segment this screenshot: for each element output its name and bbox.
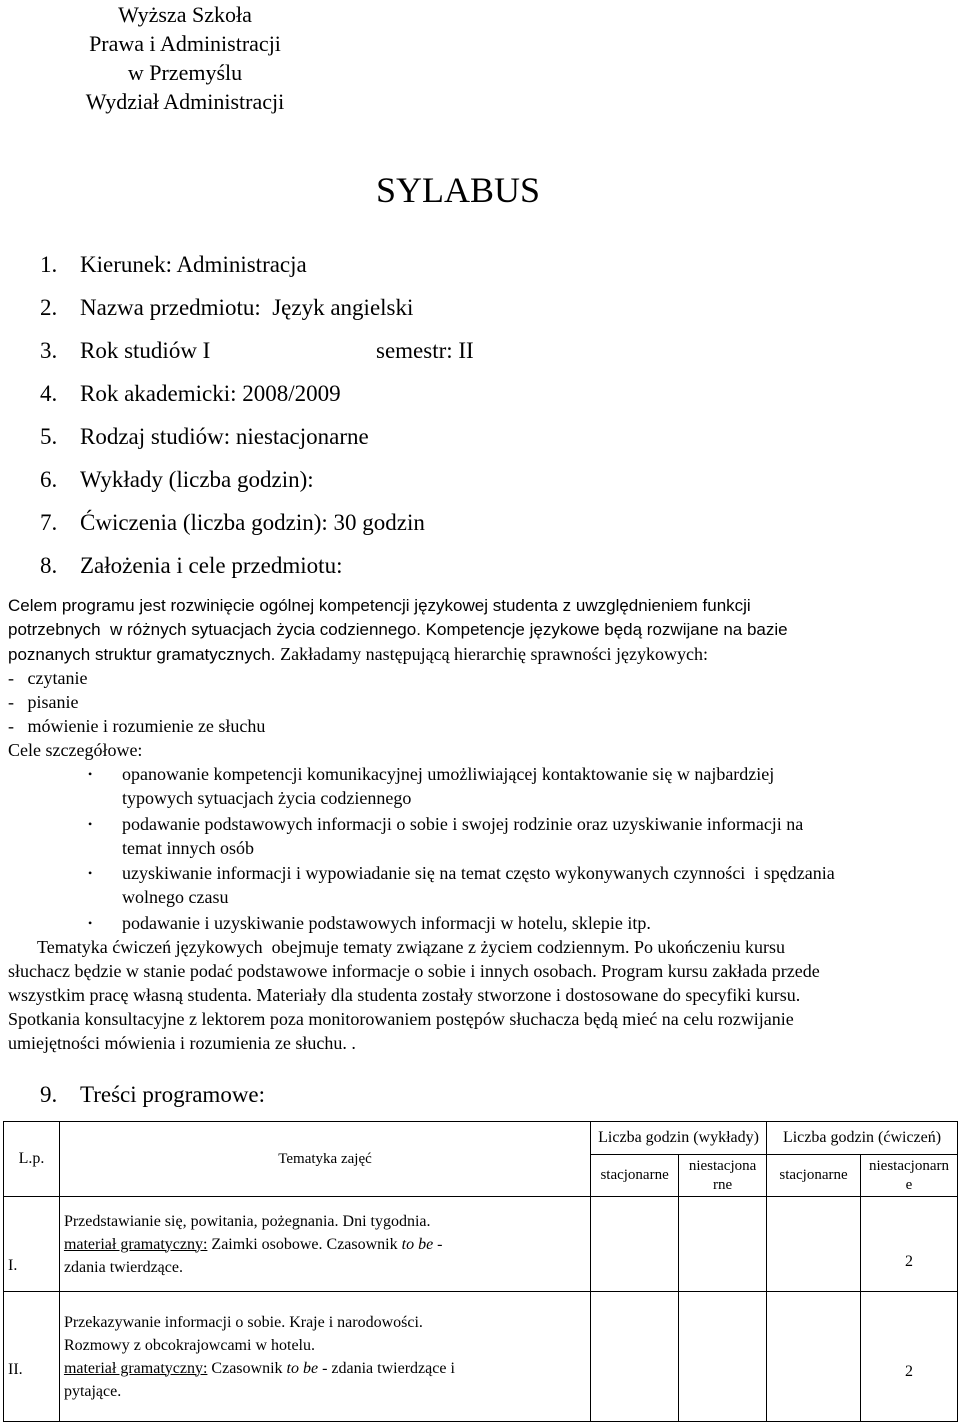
- school-name-line2: Prawa i Administracji: [89, 31, 281, 56]
- bullet-item-2: • podawanie podstawowych informacji o sobie i swojej rodzinie oraz uzyskiwanie informacji na: [88, 814, 804, 834]
- goals-line-3: poznanych struktur gramatycznych. Zakładamy następującą hierarchię sprawności językowych:: [8, 644, 708, 664]
- bullet-item-1: • opanowanie kompetencji komunikacyjnej umożliwiającej kontaktowanie się w najbardziej: [88, 764, 775, 784]
- header-exer-full-time: stacjonarne: [767, 1155, 861, 1197]
- header-lp: L.p.: [4, 1122, 60, 1197]
- row-lp: I.: [4, 1197, 60, 1292]
- skill-reading: - czytanie: [8, 668, 88, 688]
- row-exer-full-time: [767, 1197, 861, 1292]
- bullet-item-2-cont: temat innych osób: [122, 838, 254, 858]
- item-1: 1. Kierunek: Administracja: [40, 252, 307, 277]
- item-3-semester: semestr: II: [376, 338, 474, 363]
- school-name-line3: w Przemyślu: [127, 60, 243, 85]
- bullet-item-1-cont: typowych sytuacjach życia codziennego: [122, 788, 412, 808]
- section-9-title: 9. Treści programowe:: [40, 1082, 266, 1107]
- course-desc-line-1: Tematyka ćwiczeń językowych obejmuje tematy związane z życiem codziennym. Po ukończeniu kursu: [37, 937, 785, 957]
- header-exer-part-time: niestacjonarn e: [861, 1155, 958, 1197]
- course-desc-line-4: Spotkania konsultacyjne z lektorem poza monitorowaniem postępów słuchacza będą mieć na celu rozwijanie: [8, 1009, 794, 1029]
- document-title: SYLABUS: [376, 170, 541, 210]
- detailed-goals-title: Cele szczegółowe:: [8, 740, 143, 760]
- row-lect-full-time: [591, 1197, 679, 1292]
- row-lect-full-time: [591, 1292, 679, 1422]
- item-2: 2. Nazwa przedmiotu: Język angielski: [40, 295, 414, 320]
- row-lp: II.: [4, 1292, 60, 1422]
- row-lect-part-time: [679, 1197, 767, 1292]
- bullet-item-3-cont: wolnego czasu: [122, 887, 229, 907]
- item-7: 7. Ćwiczenia (liczba godzin): 30 godzin: [40, 510, 425, 535]
- item-6: 6. Wykłady (liczba godzin):: [40, 467, 314, 492]
- header-lect-full-time: stacjonarne: [591, 1155, 679, 1197]
- bullet-item-3: • uzyskiwanie informacji i wypowiadanie się na temat często wykonywanych czynności i spędzania: [88, 863, 835, 883]
- item-4: 4. Rok akademicki: 2008/2009: [40, 381, 341, 406]
- skill-speaking: - mówienie i rozumienie ze słuchu: [8, 716, 266, 736]
- header-lectures: Liczba godzin (wykłady): [591, 1122, 767, 1155]
- row-hours: 2: [861, 1292, 958, 1422]
- item-8: 8. Założenia i cele przedmiotu:: [40, 553, 343, 578]
- goals-line-2: potrzebnych w różnych sytuacjach życia codziennego. Kompetencje językowe będą rozwijane na bazie: [8, 620, 788, 639]
- row-lect-part-time: [679, 1292, 767, 1422]
- school-name-line1: Wyższa Szkoła: [118, 2, 252, 27]
- row-topic: Przekazywanie informacji o sobie. Kraje i narodowości. Rozmowy z obcokrajowcami w hotelu. materiał gramatyczny: Czasownik to be - zdania twierdzące i pytające.: [59, 1292, 590, 1422]
- table-row: [4, 1292, 958, 1422]
- bullet-icon: •: [88, 866, 93, 880]
- program-table: [3, 1121, 958, 1422]
- item-3: 3. Rok studiów I: [40, 338, 211, 363]
- row-exer-full-time: [767, 1292, 861, 1422]
- item-5: 5. Rodzaj studiów: niestacjonarne: [40, 424, 369, 449]
- header-topic: Tematyka zajęć: [59, 1122, 590, 1197]
- header-exercises: Liczba godzin (ćwiczeń): [767, 1122, 958, 1155]
- course-desc-line-2: słuchacz będzie w stanie podać podstawowe informacje o sobie i innych osobach. Program kursu zakłada przede: [8, 961, 820, 981]
- bullet-icon: •: [88, 916, 93, 930]
- course-desc-line-5: umiejętności mówienia i rozumienia ze słuchu. .: [8, 1033, 356, 1053]
- header-lect-part-time: niestacjona rne: [679, 1155, 767, 1197]
- course-desc-line-3: wszystkim pracę własną studenta. Materiały dla studenta zostały stworzone i dostosowane do specyfiki kursu.: [8, 985, 801, 1005]
- bullet-item-4: • podawanie i uzyskiwanie podstawowych informacji w hotelu, sklepie itp.: [88, 913, 651, 933]
- bullet-icon: •: [88, 817, 93, 831]
- faculty-name: Wydział Administracji: [85, 89, 285, 114]
- skill-writing: - pisanie: [8, 692, 79, 712]
- table-row: [4, 1197, 958, 1292]
- school-header: [40, 0, 330, 116]
- row-hours: 2: [861, 1197, 958, 1292]
- bullet-icon: •: [88, 767, 93, 781]
- row-topic: Przedstawianie się, powitania, pożegnania. Dni tygodnia. materiał gramatyczny: Zaimki osobowe. Czasownik to be - zdania twierdzące.: [59, 1197, 590, 1292]
- goals-line-1: Celem programu jest rozwinięcie ogólnej kompetencji językowej studenta z uwzględnieniem funkcji: [8, 596, 751, 615]
